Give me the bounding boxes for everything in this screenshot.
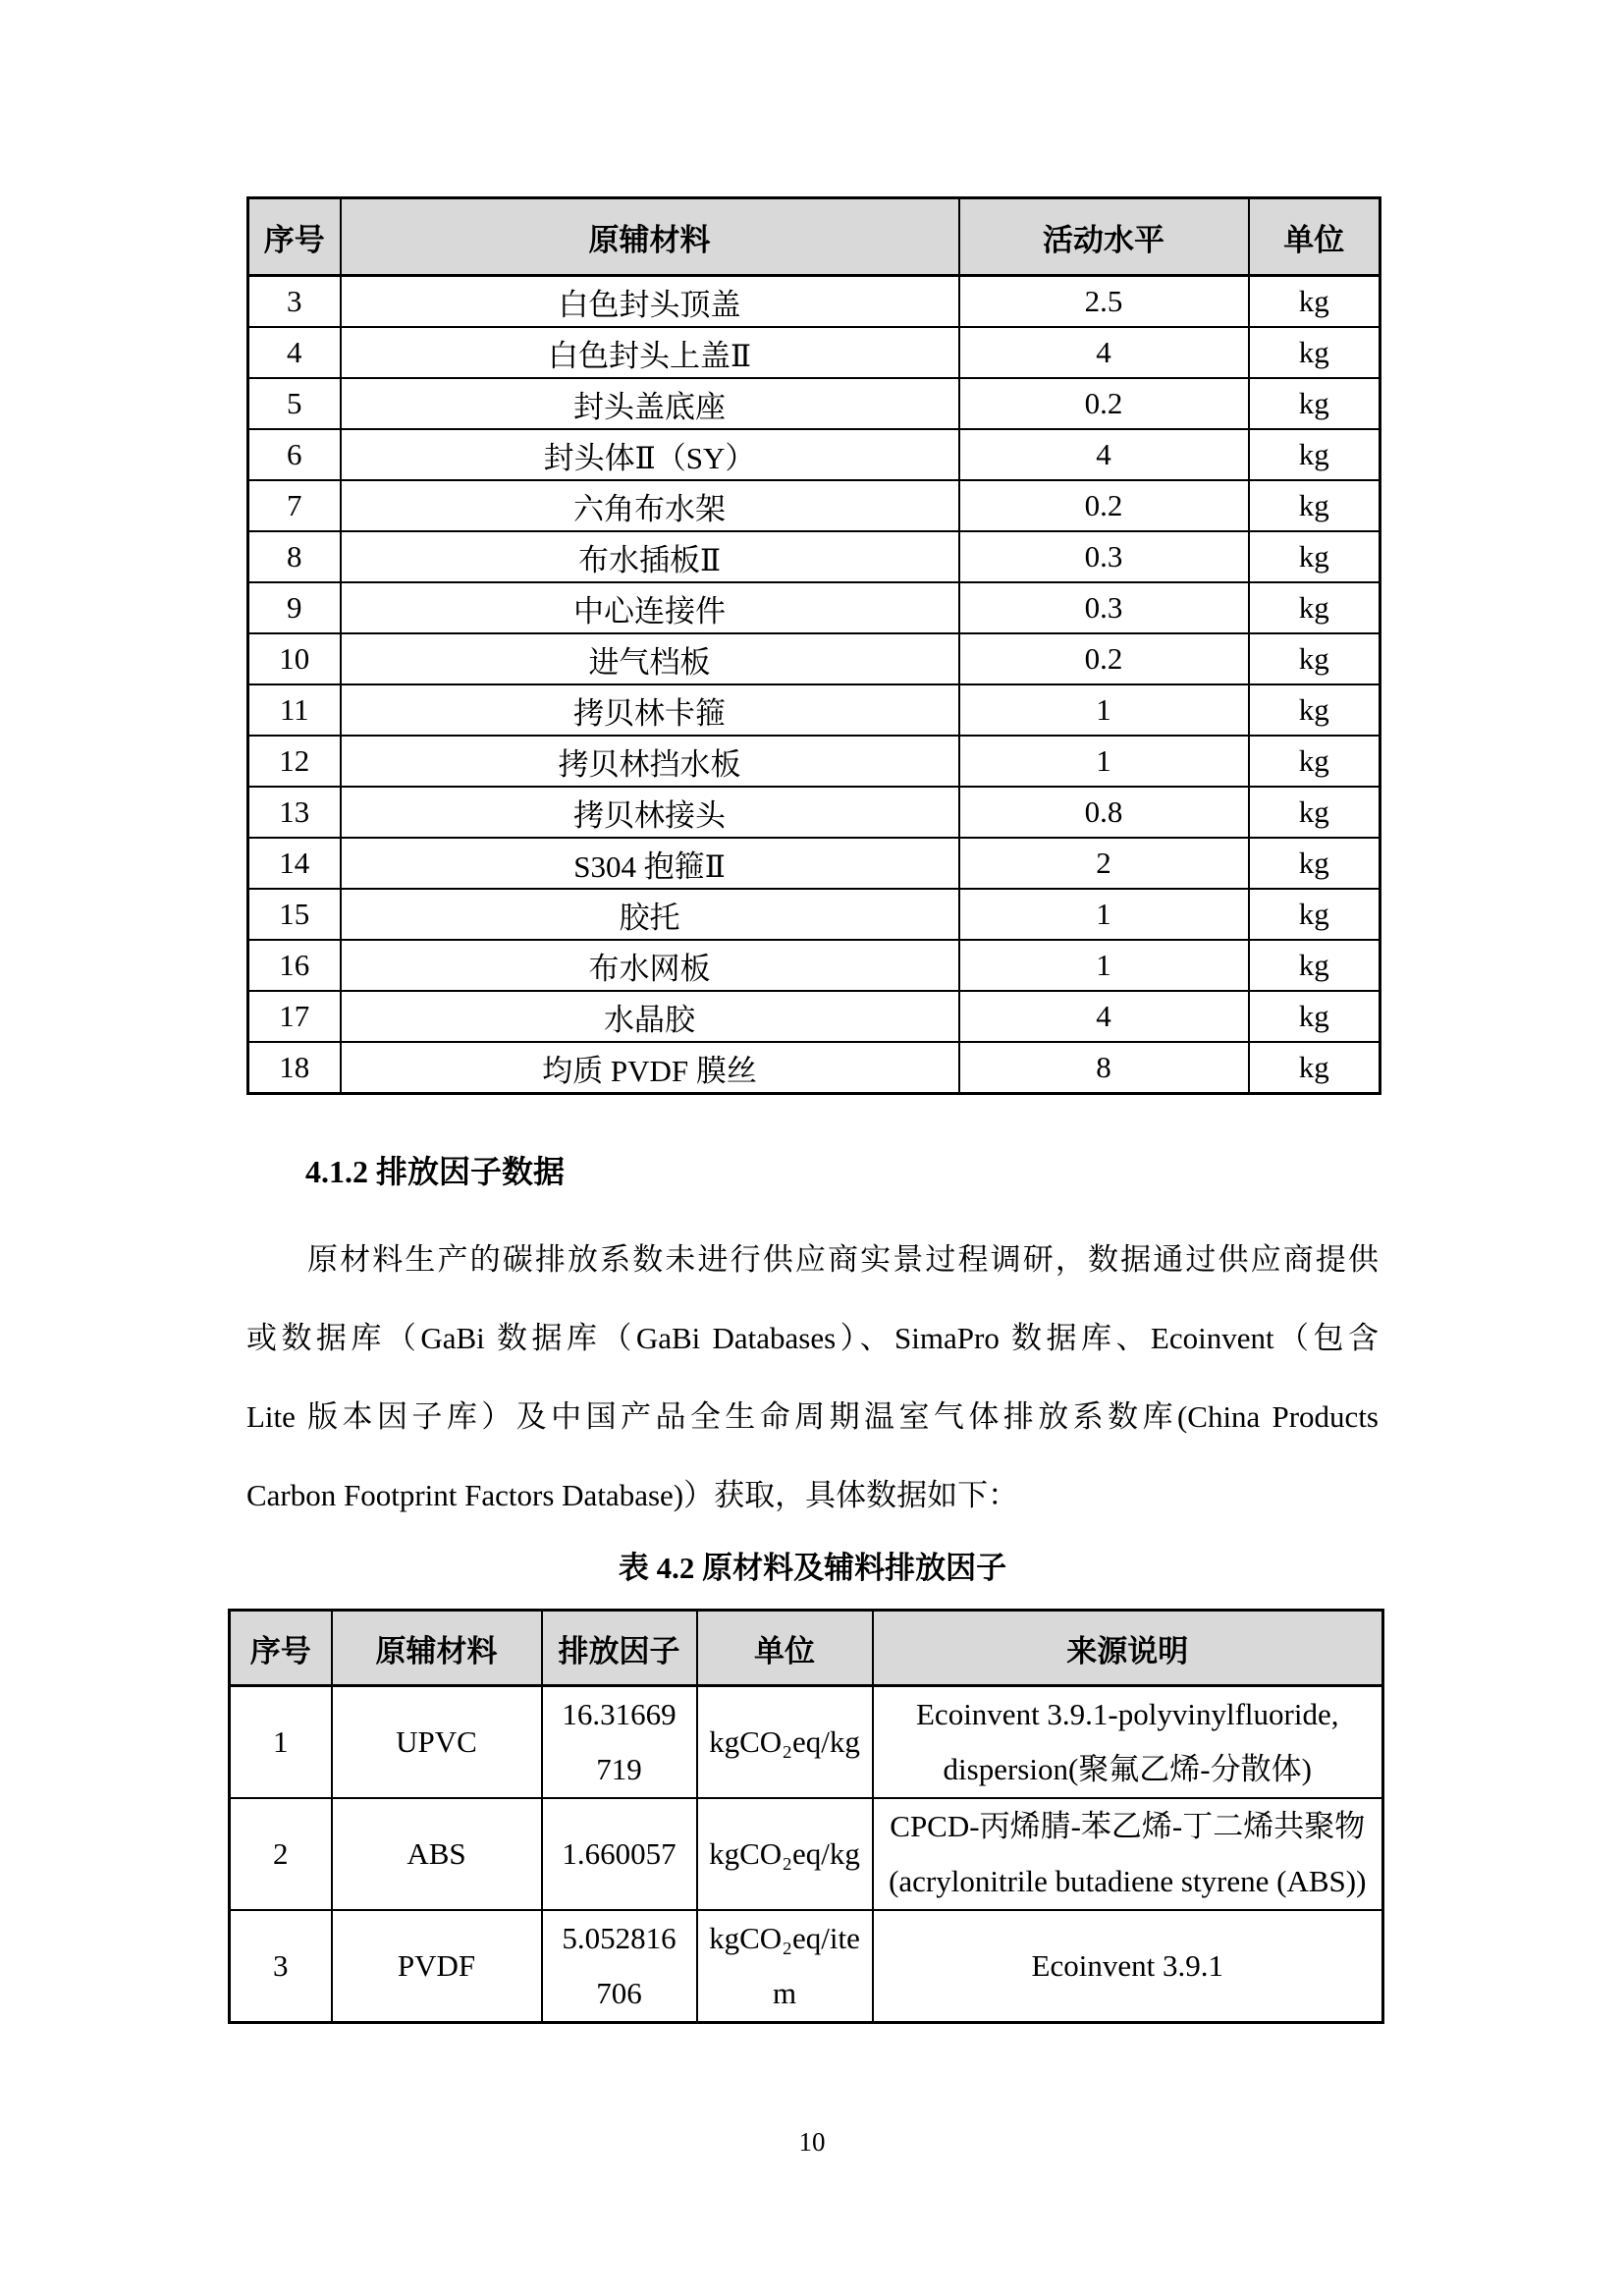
table2-caption: 表 4.2 原材料及辅料排放因子 — [618, 1551, 1007, 1585]
table-cell: kg — [1249, 276, 1380, 328]
table-cell: kg — [1249, 531, 1380, 582]
table-row — [248, 736, 1380, 787]
table-cell: 1 — [959, 940, 1249, 991]
table-cell: 5 — [248, 378, 341, 429]
table-row — [248, 787, 1380, 838]
table-cell: Ecoinvent 3.9.1-polyvinylfluoride, dispersion(聚氟乙烯-分散体) — [873, 1686, 1383, 1799]
materials-activity-table — [246, 196, 1381, 1095]
table-cell: kgCO₂eq/kg — [697, 1798, 873, 1910]
table-cell: 15 — [248, 889, 341, 940]
table-cell: 中心连接件 — [341, 582, 959, 633]
paragraph-line: Lite 版本因子库）及中国产品全生命周期温室气体排放系数库(China Products — [246, 1399, 1379, 1434]
table-header-row — [248, 198, 1380, 276]
table-cell: 拷贝林接头 — [341, 787, 959, 838]
table-row — [248, 531, 1380, 582]
table-cell: 1 — [959, 684, 1249, 736]
table-cell: 1 — [959, 736, 1249, 787]
table-row — [230, 1686, 1383, 1799]
table-cell: 1 — [230, 1686, 332, 1799]
table-cell: 7 — [248, 480, 341, 531]
table-cell: 6 — [248, 429, 341, 480]
header-cell-unit: 单位 — [697, 1611, 873, 1686]
table-cell: 8 — [959, 1042, 1249, 1094]
table-cell: 5.052816706 — [542, 1910, 697, 2023]
table-cell: kg — [1249, 889, 1380, 940]
table-row — [248, 838, 1380, 889]
table-cell: 封头体Ⅱ（SY） — [341, 429, 959, 480]
table-cell: ABS — [332, 1798, 542, 1910]
table-cell: 布水网板 — [341, 940, 959, 991]
table-cell: 8 — [248, 531, 341, 582]
table2-header — [230, 1611, 1383, 1686]
table-cell: 18 — [248, 1042, 341, 1094]
table-cell: 胶托 — [341, 889, 959, 940]
table-cell: 17 — [248, 991, 341, 1042]
table-cell: UPVC — [332, 1686, 542, 1799]
table-cell: 3 — [230, 1910, 332, 2023]
table-cell: CPCD-丙烯腈-苯乙烯-丁二烯共聚物 (acrylonitrile butadiene styrene (ABS)) — [873, 1798, 1383, 1910]
table-cell: 2 — [959, 838, 1249, 889]
header-cell-factor: 排放因子 — [542, 1611, 697, 1686]
table-cell: kg — [1249, 1042, 1380, 1094]
header-cell-material: 原辅材料 — [341, 198, 959, 276]
table-cell: kg — [1249, 327, 1380, 378]
table-cell: kgCO₂eq/item — [697, 1910, 873, 2023]
table2-body — [230, 1686, 1383, 2023]
table-cell: kg — [1249, 684, 1380, 736]
table-cell: 0.3 — [959, 582, 1249, 633]
table-row — [230, 1798, 1383, 1910]
paragraph-line: 或数据库（GaBi 数据库（GaBi Databases）、SimaPro 数据库、Ecoinvent（包含 — [246, 1321, 1379, 1355]
table-cell: 进气档板 — [341, 633, 959, 684]
emission-factors-table — [228, 1609, 1384, 2024]
table-cell: 白色封头上盖Ⅱ — [341, 327, 959, 378]
table-cell: S304 抱箍Ⅱ — [341, 838, 959, 889]
table-cell: kg — [1249, 378, 1380, 429]
table-cell: 拷贝林挡水板 — [341, 736, 959, 787]
table-cell: 2 — [230, 1798, 332, 1910]
section-heading: 4.1.2 排放因子数据 — [305, 1154, 566, 1189]
table-row — [248, 429, 1380, 480]
table-row — [248, 633, 1380, 684]
table-cell: 4 — [248, 327, 341, 378]
paragraph-line: Carbon Footprint Factors Database)）获取，具体数据如下： — [246, 1478, 1019, 1512]
table-cell: 1 — [959, 889, 1249, 940]
table-cell: 11 — [248, 684, 341, 736]
table-cell: 13 — [248, 787, 341, 838]
table-cell: kg — [1249, 991, 1380, 1042]
table1-body — [248, 276, 1380, 1094]
header-cell-index: 序号 — [230, 1611, 332, 1686]
header-cell-activity: 活动水平 — [959, 198, 1249, 276]
header-cell-unit: 单位 — [1249, 198, 1380, 276]
table-row — [248, 378, 1380, 429]
page-number: 10 — [798, 2127, 826, 2157]
header-cell-index: 序号 — [248, 198, 341, 276]
table-cell: 拷贝林卡箍 — [341, 684, 959, 736]
table-cell: 六角布水架 — [341, 480, 959, 531]
table-row — [248, 327, 1380, 378]
table-row — [248, 991, 1380, 1042]
table-cell: kg — [1249, 940, 1380, 991]
table-row — [248, 684, 1380, 736]
table-cell: 0.3 — [959, 531, 1249, 582]
table-cell: kg — [1249, 480, 1380, 531]
table-row — [230, 1910, 1383, 2023]
table-cell: 布水插板Ⅱ — [341, 531, 959, 582]
table-cell: PVDF — [332, 1910, 542, 2023]
table-row — [248, 480, 1380, 531]
table-cell: 白色封头顶盖 — [341, 276, 959, 328]
table-cell: 4 — [959, 429, 1249, 480]
table-cell: 0.2 — [959, 633, 1249, 684]
table-header-row — [230, 1611, 1383, 1686]
paragraph-line: 原材料生产的碳排放系数未进行供应商实景过程调研，数据通过供应商提供 — [307, 1242, 1379, 1277]
table-cell: 2.5 — [959, 276, 1249, 328]
table-cell: 9 — [248, 582, 341, 633]
table-cell: 0.2 — [959, 480, 1249, 531]
table-row — [248, 276, 1380, 328]
table-cell: kg — [1249, 736, 1380, 787]
table-cell: 4 — [959, 991, 1249, 1042]
table-cell: 水晶胶 — [341, 991, 959, 1042]
table-cell: 14 — [248, 838, 341, 889]
table-cell: 均质 PVDF 膜丝 — [341, 1042, 959, 1094]
header-cell-source: 来源说明 — [873, 1611, 1383, 1686]
table-cell: 3 — [248, 276, 341, 328]
table-cell: 16 — [248, 940, 341, 991]
table1-header — [248, 198, 1380, 276]
table-cell: 16.31669719 — [542, 1686, 697, 1799]
table-cell: kg — [1249, 633, 1380, 684]
table-cell: 0.2 — [959, 378, 1249, 429]
table-cell: kg — [1249, 429, 1380, 480]
table-row — [248, 889, 1380, 940]
table-cell: 4 — [959, 327, 1249, 378]
body-paragraph — [246, 1221, 1379, 1535]
table-cell: kg — [1249, 787, 1380, 838]
table-cell: 1.660057 — [542, 1798, 697, 1910]
table-cell: 12 — [248, 736, 341, 787]
table-cell: 0.8 — [959, 787, 1249, 838]
table-cell: 10 — [248, 633, 341, 684]
table-row — [248, 940, 1380, 991]
table-cell: kg — [1249, 582, 1380, 633]
table-row — [248, 582, 1380, 633]
table-cell: kgCO₂eq/kg — [697, 1686, 873, 1799]
table-cell: Ecoinvent 3.9.1 — [873, 1910, 1383, 2023]
table-cell: kg — [1249, 838, 1380, 889]
header-cell-material: 原辅材料 — [332, 1611, 542, 1686]
table-row — [248, 1042, 1380, 1094]
table-cell: 封头盖底座 — [341, 378, 959, 429]
